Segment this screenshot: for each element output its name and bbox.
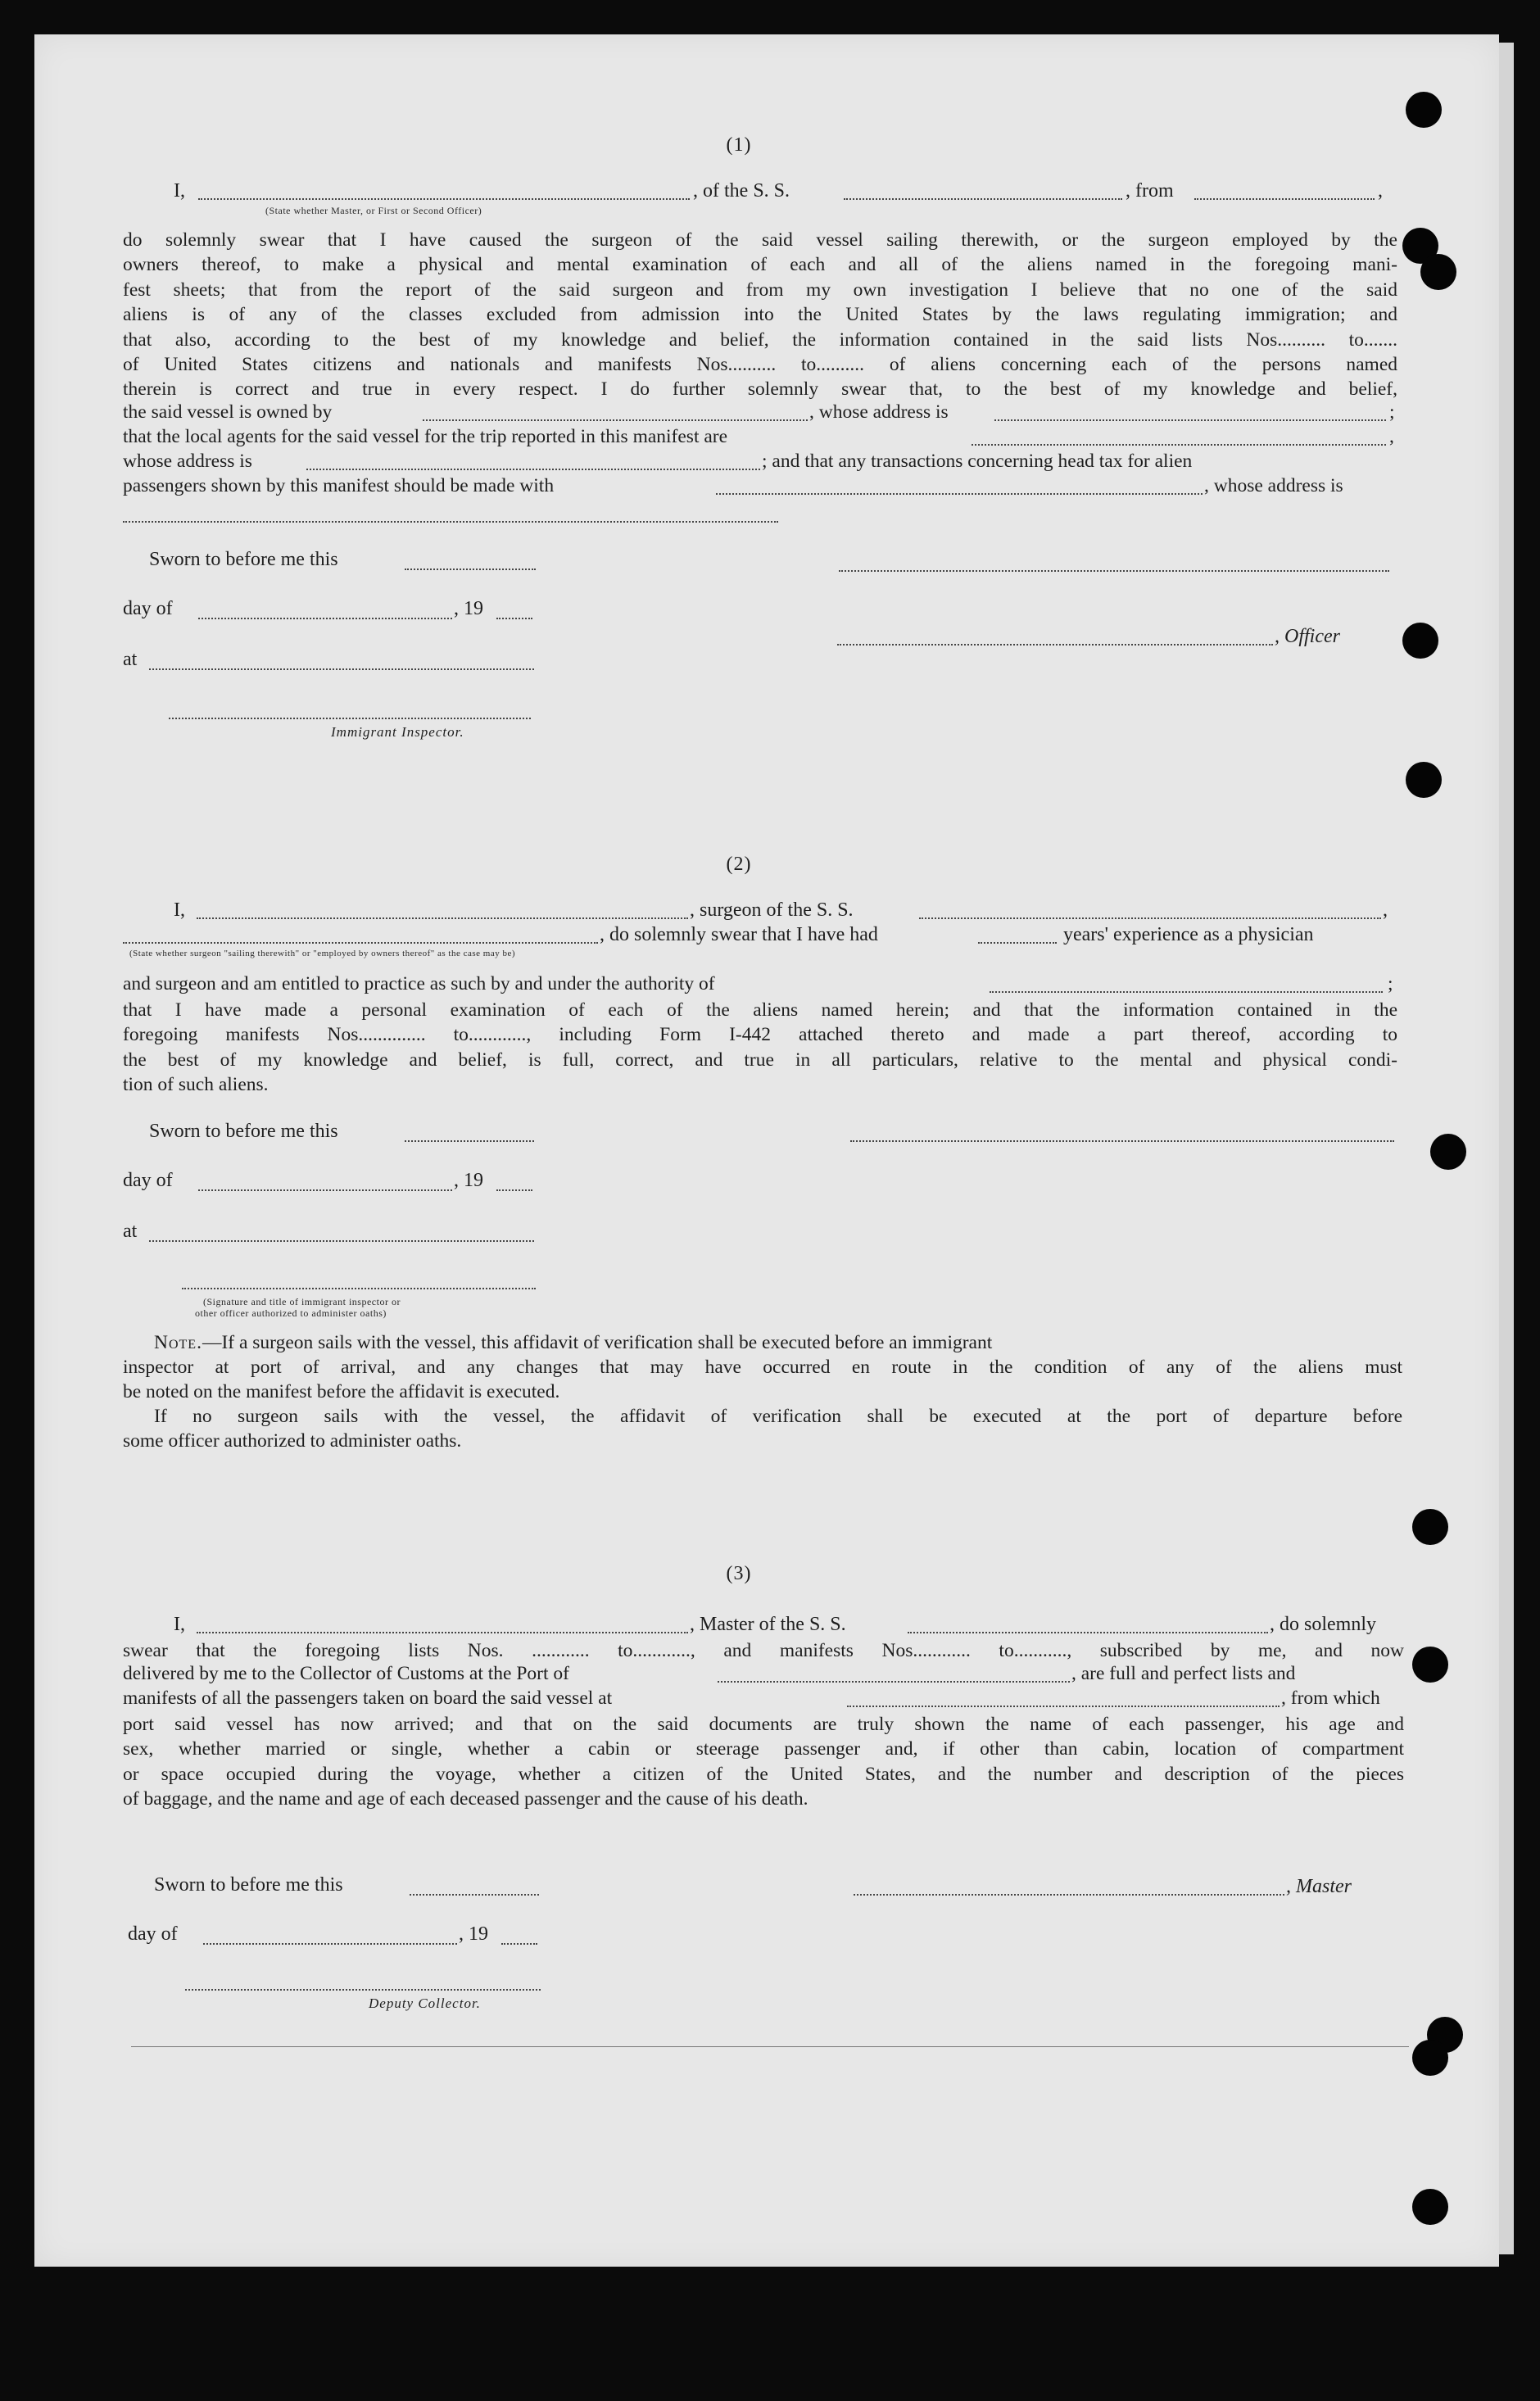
s3-year-field[interactable] bbox=[501, 1943, 537, 1945]
s3-year: , 19 bbox=[459, 1923, 488, 1945]
s3-manifests-at: manifests of all the passengers taken on board the said vessel at bbox=[123, 1687, 613, 1709]
s2-paragraph bbox=[123, 998, 1397, 1098]
s3-line: sex, whether married or single, whether a cabin or steerage passenger and, if other than cabin, location of compartment bbox=[123, 1738, 1404, 1760]
s1-line: owners thereof, to make a physical and mental examination of each and all of the aliens named in the foregoing mani- bbox=[123, 254, 1397, 276]
note-text: some officer authorized to administer oaths. bbox=[123, 1430, 462, 1452]
s2-at: at bbox=[123, 1221, 138, 1242]
s2-sworn: Sworn to before me this bbox=[149, 1121, 338, 1142]
s1-year: , 19 bbox=[454, 598, 483, 619]
s1-whose-address-2: , whose address is bbox=[1204, 475, 1343, 496]
s2-surgeon-type-field[interactable] bbox=[123, 942, 598, 944]
section-1-number: (1) bbox=[726, 134, 752, 156]
s1-officer: , Officer bbox=[1275, 626, 1340, 647]
s2-authority-field[interactable] bbox=[990, 991, 1383, 993]
s3-master-of: , Master of the S. S. bbox=[690, 1614, 846, 1635]
s2-authority: and surgeon and am entitled to practice as such by and under the authority of bbox=[123, 973, 715, 994]
s1-owner-address-field[interactable] bbox=[994, 419, 1386, 421]
s2-line: that I have made a personal examination of each of the aliens named herein; and that the information contained in the bbox=[123, 999, 1397, 1021]
note-text: inspector at port of arrival, and any changes that may have occurred en route in the condition of any of the aliens must bbox=[123, 1357, 1402, 1378]
manifest-page bbox=[34, 34, 1499, 2267]
section-3-number: (3) bbox=[726, 1563, 752, 1584]
s3-line: port said vessel has now arrived; and that on the said documents are truly shown the name of each passenger, his age and bbox=[123, 1714, 1404, 1735]
s2-inspector-signature-field[interactable] bbox=[182, 1288, 536, 1289]
s2-day-field[interactable] bbox=[198, 1189, 452, 1191]
s3-embark-port-field[interactable] bbox=[847, 1706, 1280, 1707]
section-2-number: (2) bbox=[726, 854, 752, 875]
punch-hole bbox=[1412, 1647, 1448, 1683]
s1-line: do solemnly swear that I have caused the surgeon of the said vessel sailing therewith, or the surgeon employed by the bbox=[123, 229, 1397, 251]
s3-paragraph-b bbox=[123, 1712, 1404, 1812]
s1-line: fest sheets; that from the report of the said surgeon and from my own investigation I believe that no one of the said bbox=[123, 279, 1397, 301]
punch-hole bbox=[1412, 1509, 1448, 1545]
s2-years-experience: years' experience as a physician bbox=[1063, 924, 1314, 945]
s3-line: or space occupied during the voyage, whether a citizen of the United States, and the number and description of the pieces bbox=[123, 1763, 1404, 1785]
s3-line: of baggage, and the name and age of each deceased passenger and the cause of his death. bbox=[123, 1788, 808, 1810]
s1-day-field[interactable] bbox=[198, 618, 452, 619]
s2-ship-field[interactable] bbox=[919, 917, 1381, 919]
s1-paragraph bbox=[123, 228, 1397, 402]
s3-sworn-field[interactable] bbox=[410, 1894, 539, 1896]
note-text: be noted on the manifest before the affidavit is executed. bbox=[123, 1381, 560, 1402]
punch-hole bbox=[1402, 623, 1438, 659]
s1-line: of United States citizens and nationals and manifests Nos.......... to.......... of aliens concerning each of the persons named bbox=[123, 354, 1397, 376]
s3-day-of: day of bbox=[128, 1923, 178, 1945]
s1-transactions-address-field[interactable] bbox=[123, 521, 778, 523]
s1-inspector-signature-field[interactable] bbox=[169, 718, 531, 719]
s1-day-of: day of bbox=[123, 598, 173, 619]
s1-line: aliens is of any of the classes excluded from admission into the United States by the laws regulating immigration; and bbox=[123, 304, 1397, 326]
s3-day-field[interactable] bbox=[203, 1943, 457, 1945]
s1-signature-field[interactable] bbox=[839, 570, 1389, 572]
s1-owned-by: the said vessel is owned by bbox=[123, 401, 333, 423]
s2-signature-field[interactable] bbox=[850, 1140, 1394, 1142]
punch-hole bbox=[1406, 762, 1442, 798]
s1-inspector-caption: Immigrant Inspector. bbox=[331, 724, 464, 740]
s1-at: at bbox=[123, 649, 138, 670]
s1-master-note: (State whether Master, or First or Second Officer) bbox=[265, 205, 482, 216]
s1-i: I, bbox=[174, 180, 185, 202]
punch-hole bbox=[1430, 1134, 1466, 1170]
s3-do-solemnly: , do solemnly bbox=[1270, 1614, 1376, 1635]
s3-collector: delivered by me to the Collector of Customs at the Port of bbox=[123, 1663, 569, 1684]
s2-line: tion of such aliens. bbox=[123, 1074, 269, 1096]
s2-sworn-field[interactable] bbox=[405, 1140, 534, 1142]
s1-line: therein is correct and true in every respect. I do further solemnly swear that, to the best of my knowledge and belief, bbox=[123, 378, 1397, 401]
s1-officer-field[interactable] bbox=[837, 644, 1273, 646]
s1-year-field[interactable] bbox=[496, 618, 532, 619]
s2-swear-had: , do solemnly swear that I have had bbox=[600, 924, 878, 945]
s3-line: swear that the foregoing lists Nos. ............ to............, and manifests Nos............ to..........., subscribed by me, and now bbox=[123, 1640, 1404, 1661]
s2-year-field[interactable] bbox=[496, 1189, 532, 1191]
s3-full-perfect: , are full and perfect lists and bbox=[1071, 1663, 1296, 1684]
s3-from-which: , from which bbox=[1281, 1687, 1380, 1709]
s1-whose-address: , whose address is bbox=[809, 401, 949, 423]
punch-hole bbox=[1406, 92, 1442, 128]
s2-years-field[interactable] bbox=[978, 942, 1057, 944]
note-text: If no surgeon sails with the vessel, the affidavit of verification shall be executed at the port of departure before bbox=[154, 1406, 1402, 1427]
s1-sworn-field[interactable] bbox=[405, 569, 536, 570]
s2-i: I, bbox=[174, 899, 185, 921]
s2-at-field[interactable] bbox=[149, 1240, 534, 1242]
s1-at-field[interactable] bbox=[149, 668, 534, 670]
s3-master-signature-field[interactable] bbox=[854, 1894, 1284, 1896]
s1-from: , from bbox=[1126, 180, 1174, 202]
s1-agents-field[interactable] bbox=[972, 444, 1386, 446]
s1-transactions-field[interactable] bbox=[716, 493, 1203, 495]
s3-ship-field[interactable] bbox=[908, 1632, 1268, 1633]
s3-i: I, bbox=[174, 1614, 185, 1635]
s2-surgeon-of: , surgeon of the S. S. bbox=[690, 899, 854, 921]
s1-comma2: , bbox=[1389, 426, 1394, 447]
s1-sworn: Sworn to before me this bbox=[149, 549, 338, 570]
s1-from-field[interactable] bbox=[1194, 198, 1375, 200]
s1-transactions: passengers shown by this manifest should be made with bbox=[123, 475, 555, 496]
punch-hole bbox=[1412, 2040, 1448, 2076]
s3-paragraph-a bbox=[123, 1638, 1404, 1663]
s3-deputy-caption: Deputy Collector. bbox=[369, 1996, 481, 2011]
s2-note bbox=[123, 1330, 1402, 1453]
s1-comma: , bbox=[1378, 180, 1383, 202]
s3-deputy-signature-field[interactable] bbox=[185, 1989, 541, 1991]
s2-signature-caption: (Signature and title of immigrant inspector or bbox=[203, 1296, 401, 1307]
s2-day-of: day of bbox=[123, 1170, 173, 1191]
punch-hole bbox=[1412, 2189, 1448, 2225]
s3-master-name-field[interactable] bbox=[197, 1632, 688, 1633]
punch-hole bbox=[1420, 254, 1456, 290]
s2-semicolon: ; bbox=[1388, 973, 1393, 994]
s3-sworn: Sworn to before me this bbox=[154, 1874, 343, 1896]
s3-master: , Master bbox=[1286, 1876, 1352, 1897]
s2-line: foregoing manifests Nos.............. to............, including Form I-442 attached thereto and made a part thereof, according to bbox=[123, 1024, 1397, 1046]
s1-head-tax: ; and that any transactions concerning head tax for alien bbox=[762, 451, 1193, 472]
s2-comma: , bbox=[1383, 899, 1388, 921]
s1-semicolon: ; bbox=[1389, 401, 1395, 423]
s1-line: that also, according to the best of my knowledge and belief, the information contained in the said lists Nos.......... to....... bbox=[123, 328, 1397, 351]
s1-of-ss: , of the S. S. bbox=[693, 180, 790, 202]
s2-signature-caption: other officer authorized to administer oaths) bbox=[195, 1307, 387, 1319]
bottom-rule bbox=[131, 2046, 1409, 2047]
s1-ship-field[interactable] bbox=[844, 198, 1122, 200]
s2-surgeon-note: (State whether surgeon "sailing therewith" or "employed by owners thereof" as the case may be) bbox=[129, 949, 516, 958]
s2-line: the best of my knowledge and belief, is full, correct, and true in all particulars, relative to the mental and physical condi- bbox=[123, 1049, 1397, 1071]
s2-surgeon-name-field[interactable] bbox=[197, 917, 688, 919]
s1-master-field[interactable] bbox=[198, 198, 690, 200]
s1-owner-field[interactable] bbox=[423, 419, 808, 421]
s2-year: , 19 bbox=[454, 1170, 483, 1191]
s1-agents-address-field[interactable] bbox=[306, 469, 760, 470]
s1-agents: that the local agents for the said vessel for the trip reported in this manifest are bbox=[123, 426, 728, 447]
s3-port-field[interactable] bbox=[718, 1681, 1070, 1683]
s1-agents-address: whose address is bbox=[123, 451, 252, 472]
note-text: —If a surgeon sails with the vessel, this affidavit of verification shall be executed before an immigrant bbox=[202, 1332, 993, 1353]
note-label: Note. bbox=[154, 1332, 202, 1353]
